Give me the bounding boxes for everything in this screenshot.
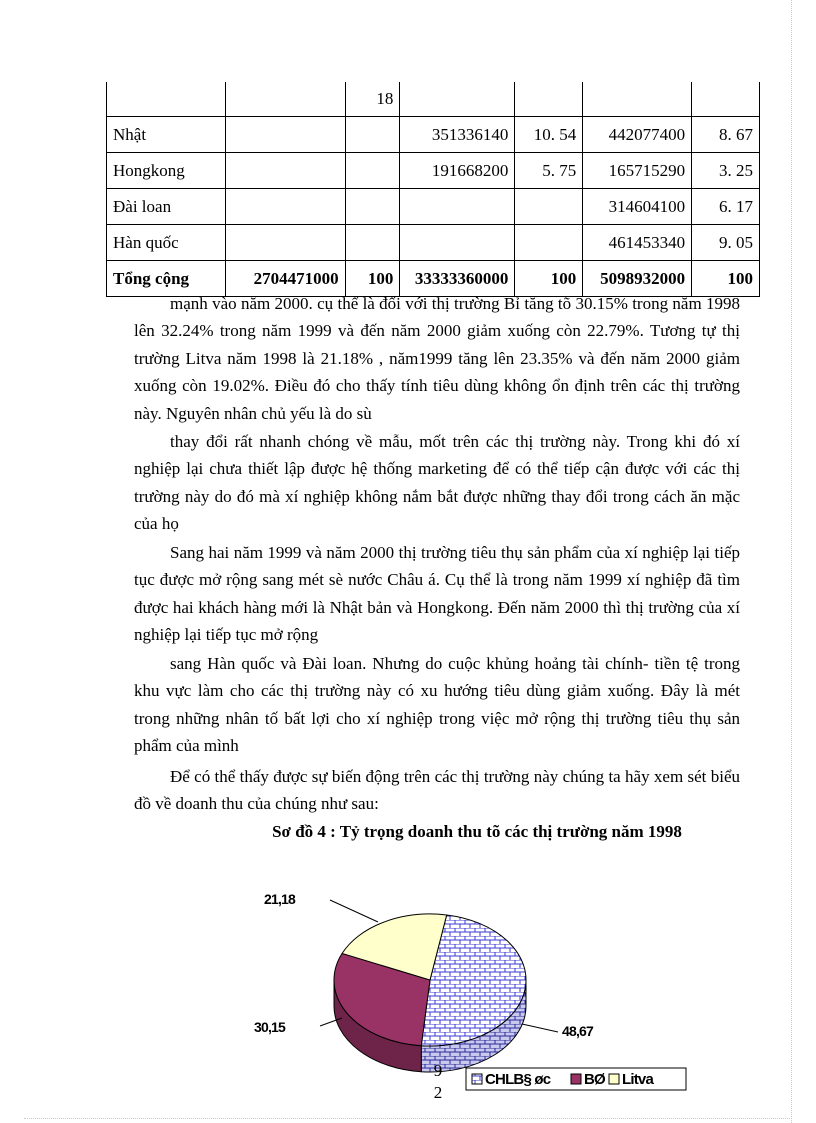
table-cell: 100: [345, 261, 400, 297]
data-label-0: 48,67: [562, 1023, 594, 1039]
table-row: [107, 225, 760, 261]
data-label-1: 30,15: [254, 1019, 286, 1035]
table-cell: [345, 189, 400, 225]
legend-label-0: CHLB§ øc: [485, 1071, 551, 1088]
total-label: Tổng cộng: [107, 261, 226, 297]
table-cell: 5. 75: [515, 153, 583, 189]
paragraph-4: sang Hàn quốc và Đài loan. Nhưng do cuộc khủng hoảng tài chính- tiền tệ trong khu vực làm cho các thị trường này có xu hướng tiêu dùng giảm xuống. Đây là mét trong những nhân tố bất lợi cho xí nghiệp trong việc mở rộng thị trường tiêu thụ sản phẩm của mình: [134, 654, 740, 756]
chart-title: Sơ đồ 4 : Tỷ trọng doanh thu tõ các thị trường năm 1998: [272, 822, 682, 841]
data-label-2: 21,18: [264, 891, 296, 907]
table-cell: [400, 82, 515, 117]
pie-tops: [334, 914, 526, 1046]
table-cell: 351336140: [400, 117, 515, 153]
table-row: [107, 153, 760, 189]
table-cell: [400, 189, 515, 225]
table-cell: 6. 17: [692, 189, 760, 225]
leader-line-2: [330, 900, 378, 922]
table-cell: [225, 82, 345, 117]
page-number: 9 2: [433, 1061, 443, 1102]
table-cell: 33333360000: [400, 261, 515, 297]
table-cell: 10. 54: [515, 117, 583, 153]
legend-label-2: Litva: [622, 1071, 654, 1088]
legend-swatch-2: [609, 1074, 619, 1084]
paragraph-2: thay đổi rất nhanh chóng về mẫu, mốt trên các thị trường này. Trong khi đó xí nghiệp lại chưa thiết lập được hệ thống marketing để có thể tiếp cận được với các thị trường này do đó mà xí nghiệp không nắm bắt được những thay đổi trong cách ăn mặc của họ: [134, 432, 740, 534]
table-cell: 100: [692, 261, 760, 297]
table-cell: [225, 117, 345, 153]
table-cell: [515, 189, 583, 225]
table-cell: [345, 117, 400, 153]
chart-legend: [466, 1068, 686, 1090]
table-cell: [345, 225, 400, 261]
paragraph-3: Sang hai năm 1999 và năm 2000 thị trường tiêu thụ sản phẩm của xí nghiệp lại tiếp tục được mở rộng sang mét sè nước Châu á. Cụ thể là trong năm 1999 xí nghiệp đã tìm được hai khách hàng mới là Nhật bản và Hongkong. Đến năm 2000 thì thị trường của xí nghiệp lại tiếp tục mở rộng: [134, 543, 740, 645]
table-cell: [225, 225, 345, 261]
table-cell: 2704471000: [225, 261, 345, 297]
legend-label-1: BØ: [584, 1071, 605, 1088]
legend-swatch-0: [472, 1074, 482, 1084]
table-cell: 8. 67: [692, 117, 760, 153]
table-cell: 3. 25: [692, 153, 760, 189]
table-cell: 461453340: [583, 225, 692, 261]
table-cell: 165715290: [583, 153, 692, 189]
table-cell: [692, 82, 760, 117]
row-label: Nhật: [107, 117, 226, 153]
table-row: [107, 189, 760, 225]
table-cell: [345, 153, 400, 189]
leader-line-0: [522, 1024, 558, 1032]
table-cell: 5098932000: [583, 261, 692, 297]
row-label: Hàn quốc: [107, 225, 226, 261]
paragraph-1: mạnh vào năm 2000. cụ thể là đối với thị trường Bỉ tăng tõ 30.15% trong năm 1998 lên 32.24% trong năm 1999 và đến năm 2000 giảm xuống còn 22.79%. Tương tự thị trường Litva năm 1998 là 21.18% , năm1999 tăng lên 23.35% và đến năm 2000 giảm xuống còn 19.02%. Điều đó cho thấy tính tiêu dùng không ổn định trên các thị trường này. Nguyên nhân chủ yếu là do sù: [134, 294, 740, 423]
table-cell: [515, 82, 583, 117]
row-label: Đài loan: [107, 189, 226, 225]
table-cell: 442077400: [583, 117, 692, 153]
legend-swatch-1: [571, 1074, 581, 1084]
table-cell: [225, 189, 345, 225]
table-cell: [515, 225, 583, 261]
table-cell: 191668200: [400, 153, 515, 189]
table-cell: 100: [515, 261, 583, 297]
table-cell: [225, 153, 345, 189]
page-edge-bottom: [24, 1118, 792, 1119]
table-cell: 314604100: [583, 189, 692, 225]
table-cell: 18: [345, 82, 400, 117]
table-cell: [107, 82, 226, 117]
table-row: [107, 82, 760, 117]
revenue-table: [106, 82, 760, 297]
page-edge-right: [791, 0, 792, 1123]
table-cell: [400, 225, 515, 261]
table-row: [107, 117, 760, 153]
pie-chart: [230, 880, 700, 1100]
paragraph-5: Để có thể thấy được sự biến động trên các thị trường này chúng ta hãy xem sét biểu đồ về doanh thu của chúng như sau:: [134, 767, 740, 814]
table-cell: [583, 82, 692, 117]
table-cell: 9. 05: [692, 225, 760, 261]
row-label: Hongkong: [107, 153, 226, 189]
